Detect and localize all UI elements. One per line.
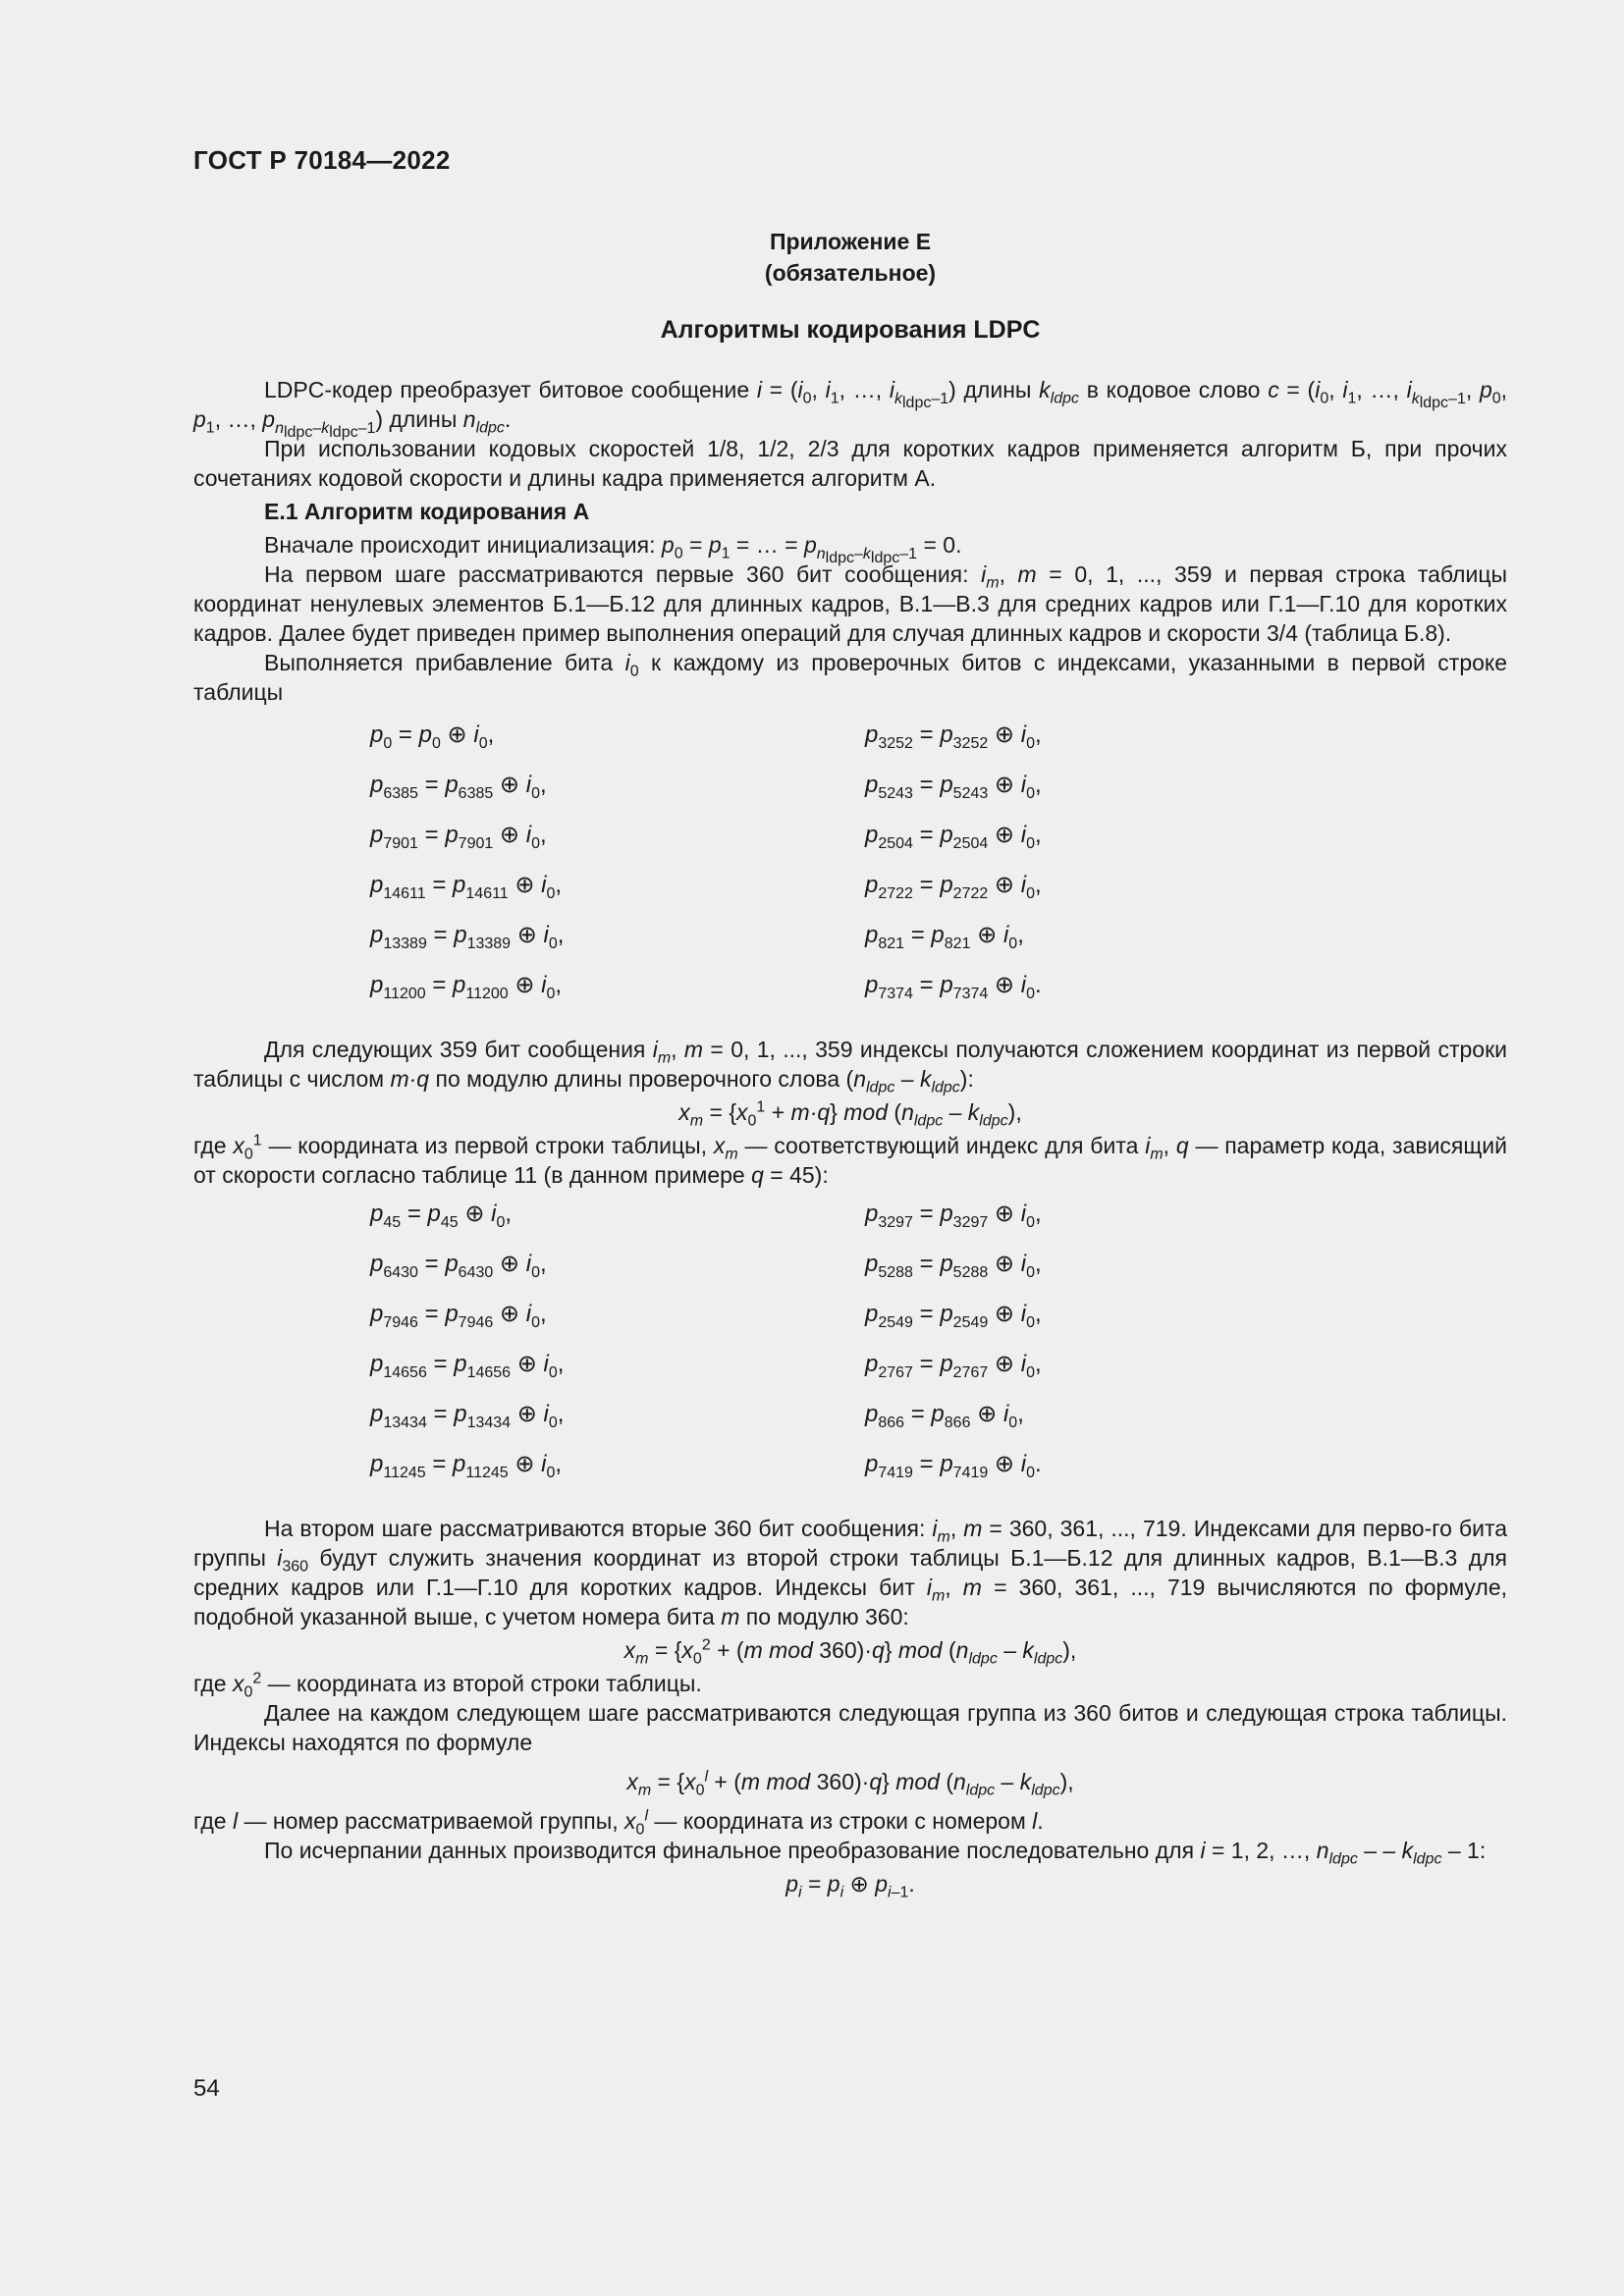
xor-equation: $p_{2722} = p_{2722}$ ⊕ $i_0$, xyxy=(865,872,1042,902)
paragraph: По исчерпании данных производится финальное преобразование последовательно для i = 1, 2, …, $n_{ldpc}$ – – $k_{ldpc} - 1$: xyxy=(264,1838,1487,1868)
standard-header: ГОСТ Р 70184—2022 xyxy=(193,145,451,175)
paragraph: При использовании кодовых скоростей 1/8, 1/2, 2/3 для коротких кадров применяется алгоритм Б, при прочих сочетаниях кодовой скорости и длины кадра применяется алгоритм А. xyxy=(193,436,1507,491)
xor-equation: $p_{3252} = p_{3252}$ ⊕ $i_0$, xyxy=(865,721,1042,752)
xor-equation: $p_{6385} = p_{6385}$ ⊕ $i_0$, xyxy=(370,772,547,802)
paragraph: где $x_0^1$ — координата из первой строки таблицы, $x_m$ — соответствующий индекс для бита $i_m$, q — параметр кода, зависящий от скорости согласно таблице 11 (в данном примере q = 45): xyxy=(193,1132,1508,1188)
paragraph: где l — номер рассматриваемой группы, $x_0^l$ — координата из строки с номером l. xyxy=(193,1807,1044,1839)
xor-equation: $p_{11245} = p_{11245}$ ⊕ $i_0$, xyxy=(370,1451,563,1481)
xor-equation: $p_{866} = p_{866}$ ⊕ $i_0$, xyxy=(865,1401,1024,1431)
paragraph: Для следующих 359 бит сообщения $i_m$, m = 0, 1, ..., 359 индексы получаются сложением координат из первой строки таблицы с числом m·q по модулю длины проверочного слова $(n_{ldpc} - k_{ldpc})$: xyxy=(193,1037,1507,1096)
xor-equation: $p_{13389} = p_{13389}$ ⊕ $i_0$, xyxy=(370,922,565,952)
paragraph: На первом шаге рассматриваются первые 360 бит сообщения: $i_m$, m = 0, 1, ..., 359 и первая строка таблицы координат ненулевых элементов Б.1—Б.12 для длинных кадров, В.1—В.3 для средних кадров или Г.1—Г.10 для коротких кадров. Далее будет приведен пример выполнения операций для случая длинных кадров и скорости 3/4 (таблица Б.8). xyxy=(193,561,1508,646)
xor-equation: $p_{5288} = p_{5288}$ ⊕ $i_0$, xyxy=(865,1251,1042,1281)
xor-equation: $p_{821} = p_{821}$ ⊕ $i_0$, xyxy=(865,922,1024,952)
formula: $x_m = \{x_0^1 + m\cdot q\}$ mod $(n_{ldpc} - k_{ldpc})$, xyxy=(678,1098,1022,1130)
paragraph: LDPC-кодер преобразует битовое сообщение $i = (i_0$, $i_1$, …, $i_{k_{ldpc}-1}$) длины $k_{ldpc}$ в кодовое слово $c = (i_0$, $i_1$, …, $i_{k_{ldpc}-1}$, $p_0$, $p_1$, …, $p_{n_{ldpc}-k_{ldpc}-1}$) длины $n_{ldpc}$. xyxy=(193,377,1508,441)
xor-equation: $p_{6430} = p_{6430}$ ⊕ $i_0$, xyxy=(370,1251,547,1281)
annex-title: Приложение Е xyxy=(769,229,932,254)
xor-equation: $p_{14656} = p_{14656}$ ⊕ $i_0$, xyxy=(370,1351,565,1381)
xor-equation: $p_{5243} = p_{5243}$ ⊕ $i_0$, xyxy=(865,772,1042,802)
page-title: Алгоритмы кодирования LDPC xyxy=(660,316,1041,344)
annex-heading xyxy=(193,226,1507,289)
paragraph: Выполняется прибавление бита $i_0$ к каждому из проверочных битов с индексами, указанными в первой строке таблицы xyxy=(193,650,1508,705)
section-heading: Е.1 Алгоритм кодирования А xyxy=(264,499,590,524)
xor-equation: $p_{2549} = p_{2549}$ ⊕ $i_0$, xyxy=(865,1301,1042,1331)
annex-status: (обязательное) xyxy=(764,260,937,286)
xor-equation: $p_{3297} = p_{3297}$ ⊕ $i_0$, xyxy=(865,1201,1042,1231)
xor-equation: $p_{2767} = p_{2767}$ ⊕ $i_0$, xyxy=(865,1351,1042,1381)
xor-equation: $p_{11200} = p_{11200}$ ⊕ $i_0$, xyxy=(370,972,563,1002)
xor-equation: $p_{13434} = p_{13434}$ ⊕ $i_0$, xyxy=(370,1401,565,1431)
paragraph: Вначале происходит инициализация: $p_0 = p_1$ = … = $p_{n_{ldpc}-k_{ldpc}-1} = 0$. xyxy=(264,532,962,566)
xor-equation: $p_{45} = p_{45}$ ⊕ $i_0$, xyxy=(370,1201,513,1231)
xor-equation: $p_0 = p_0$ ⊕ $i_0$, xyxy=(370,721,495,752)
xor-equation: $p_{2504} = p_{2504}$ ⊕ $i_0$, xyxy=(865,822,1042,852)
xor-equation: $p_{7374} = p_{7374}$ ⊕ $i_0$. xyxy=(865,972,1042,1002)
document-body xyxy=(193,375,1507,1902)
xor-equation: $p_{7419} = p_{7419}$ ⊕ $i_0$. xyxy=(865,1451,1042,1481)
xor-equation: $p_{14611} = p_{14611}$ ⊕ $i_0$, xyxy=(370,872,563,902)
paragraph: где $x_0^2$ — координата из второй строки таблицы. xyxy=(193,1670,702,1701)
xor-equation: $p_{7946} = p_{7946}$ ⊕ $i_0$, xyxy=(370,1301,547,1331)
equation-grid-2 xyxy=(193,1200,1507,1500)
formula: $x_m = \{x_0^l + (m$ mod 360)·q} mod $(n_{ldpc} - k_{ldpc})$, xyxy=(626,1768,1074,1799)
page-number: 54 xyxy=(193,2075,220,2102)
formula: $p_i = p_i$ ⊕ $p_{i-1}$. xyxy=(785,1871,915,1901)
equation-grid-1 xyxy=(193,721,1507,1021)
formula: $x_m = \{x_0^2 + (m$ mod 360)·q} mod $(n_{ldpc} - k_{ldpc})$, xyxy=(623,1636,1077,1668)
paragraph: На втором шаге рассматриваются вторые 360 бит сообщения: $i_m$, m = 360, 361, ..., 719. Индексами для перво-го бита группы $i_{360}$ будут служить значения координат из второй строки таблицы Б.1—Б.12 для длинных кадров, В.1—В.3 для средних кадров или Г.1—Г.10 для коротких кадров. Индексы бит $i_m$, m = 360, 361, ..., 719 вычисляются по формуле, подобной указанной выше, с учетом номера бита m по модулю 360: xyxy=(193,1516,1508,1629)
paragraph: Далее на каждом следующем шаге рассматриваются следующая группа из 360 битов и следующая строка таблицы. Индексы находятся по формуле xyxy=(193,1700,1507,1755)
xor-equation: $p_{7901} = p_{7901}$ ⊕ $i_0$, xyxy=(370,822,547,852)
